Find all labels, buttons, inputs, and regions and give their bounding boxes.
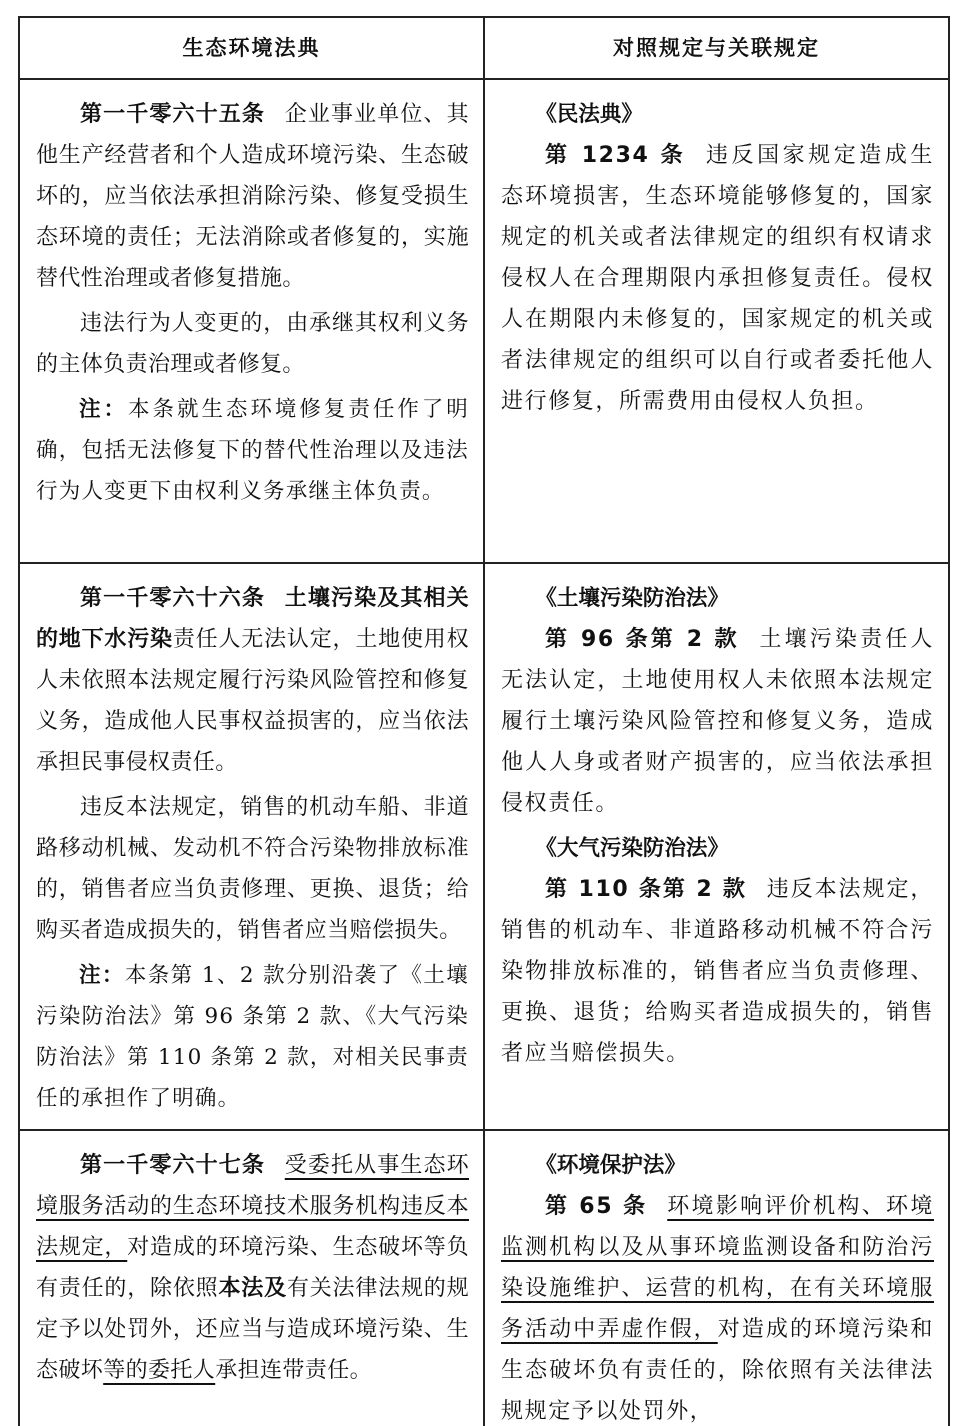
- reference-article-number: 第 1234 条: [545, 143, 687, 168]
- comparison-table: [18, 16, 950, 1426]
- note-label: 注：: [79, 397, 128, 422]
- underlined-text: 等的委托人: [103, 1358, 216, 1383]
- reference-paragraph: [501, 619, 934, 824]
- code-cell: [19, 563, 484, 1130]
- reference-paragraph: [501, 135, 934, 422]
- note-paragraph: [36, 389, 469, 512]
- bold-phrase: 土壤污染及其相关的地下水污染: [36, 586, 470, 652]
- note-text: 本条就生态环境修复责任作了明确，包括无法修复下的替代性治理以及违法行为人变更下由权利义务承继主体负责。: [36, 397, 469, 504]
- law-title: 《民法典》: [535, 102, 643, 127]
- article-number: 第一千零六十六条: [80, 586, 265, 611]
- header-reference-column: 对照规定与关联规定: [484, 17, 949, 79]
- article-text: 有关法律法规的规定予以处罚外，还应当与造成环境污染、生态破坏: [36, 1276, 470, 1383]
- article-text: 企业事业单位、其他生产经营者和个人造成环境污染、生态破坏的，应当依法承担消除污染、修复受损生态环境的责任；无法消除或者修复的，实施替代性治理或者修复措施。: [36, 102, 470, 291]
- reference-text: 违反国家规定造成生态环境损害，生态环境能够修复的，国家规定的机关或者法律规定的组织有权请求侵权人在合理期限内承担修复责任。侵权人在期限内未修复的，国家规定的机关或者法律规定的组织可以自行或者委托他人进行修复，所需费用由侵权人负担。: [501, 143, 934, 414]
- reference-article-number: 第 96 条第 2 款: [545, 627, 740, 652]
- reference-article-number: 第 110 条第 2 款: [545, 877, 747, 902]
- article-paragraph: 违反本法规定，销售的机动车船、非道路移动机械、发动机不符合污染物排放标准的，销售者应当负责修理、更换、退货；给购买者造成损失的，销售者应当赔偿损失。: [36, 795, 469, 943]
- law-title: 《大气污染防治法》: [535, 836, 729, 861]
- article-text: 对造成的环境污染、生态破坏等负有责任的，除依照: [36, 1235, 469, 1301]
- reference-text: 对造成的环境污染和生态破坏负有责任的，除依照有关法律法规规定予以处罚外，: [501, 1317, 935, 1424]
- article-text: 责任人无法认定，土地使用权人未依照本法规定履行污染风险管控和修复义务，造成他人民事权益损害的，应当依法承担民事侵权责任。: [36, 627, 470, 775]
- article-paragraph: 违法行为人变更的，由承继其权利义务的主体负责治理或者修复。: [36, 311, 469, 377]
- reference-paragraph: [501, 1186, 934, 1426]
- law-title: 《环境保护法》: [535, 1153, 686, 1178]
- reference-cell: [484, 1130, 949, 1426]
- article-text: 承担连带责任。: [215, 1358, 373, 1383]
- table-header-row: [19, 17, 949, 79]
- article-paragraph: [36, 1145, 469, 1391]
- law-title: 《土壤污染防治法》: [535, 586, 729, 611]
- table-row: [19, 1130, 949, 1426]
- table-row: [19, 79, 949, 563]
- underlined-text: 环境影响评价机构、环境监测机构以及从事环境监测设备和防治污染设施维护、运营的机构，在有关环境服务活动中弄虚作假，: [501, 1194, 934, 1342]
- note-paragraph: [36, 955, 469, 1119]
- note-label: 注：: [79, 963, 125, 988]
- bold-phrase: 本法及: [218, 1276, 287, 1301]
- article-paragraph: [36, 578, 469, 783]
- reference-article-number: 第 65 条: [545, 1194, 648, 1219]
- article-number: 第一千零六十七条: [80, 1153, 265, 1178]
- reference-text: 土壤污染责任人无法认定，土地使用权人未依照本法规定履行土壤污染风险管控和修复义务，造成他人人身或者财产损害的，应当依法承担侵权责任。: [501, 627, 934, 816]
- reference-cell: [484, 79, 949, 563]
- article-paragraph: [36, 94, 469, 299]
- reference-paragraph: [501, 869, 934, 1074]
- note-text: 本条第 1、2 款分别沿袭了《土壤污染防治法》第 96 条第 2 款、《大气污染防治法》第 110 条第 2 款，对相关民事责任的承担作了明确。: [36, 963, 469, 1111]
- underlined-text: 受委托从事生态环境服务活动的生态环境技术服务机构违反本法规定，: [36, 1153, 470, 1260]
- code-cell: [19, 79, 484, 563]
- article-number: 第一千零六十五条: [80, 102, 265, 127]
- code-cell: [19, 1130, 484, 1426]
- header-code-column: 生态环境法典: [19, 17, 484, 79]
- table-row: [19, 563, 949, 1130]
- reference-cell: [484, 563, 949, 1130]
- reference-text: 违反本法规定，销售的机动车、非道路移动机械不符合污染物排放标准的，销售者应当负责修理、更换、退货；给购买者造成损失的，销售者应当赔偿损失。: [501, 877, 934, 1066]
